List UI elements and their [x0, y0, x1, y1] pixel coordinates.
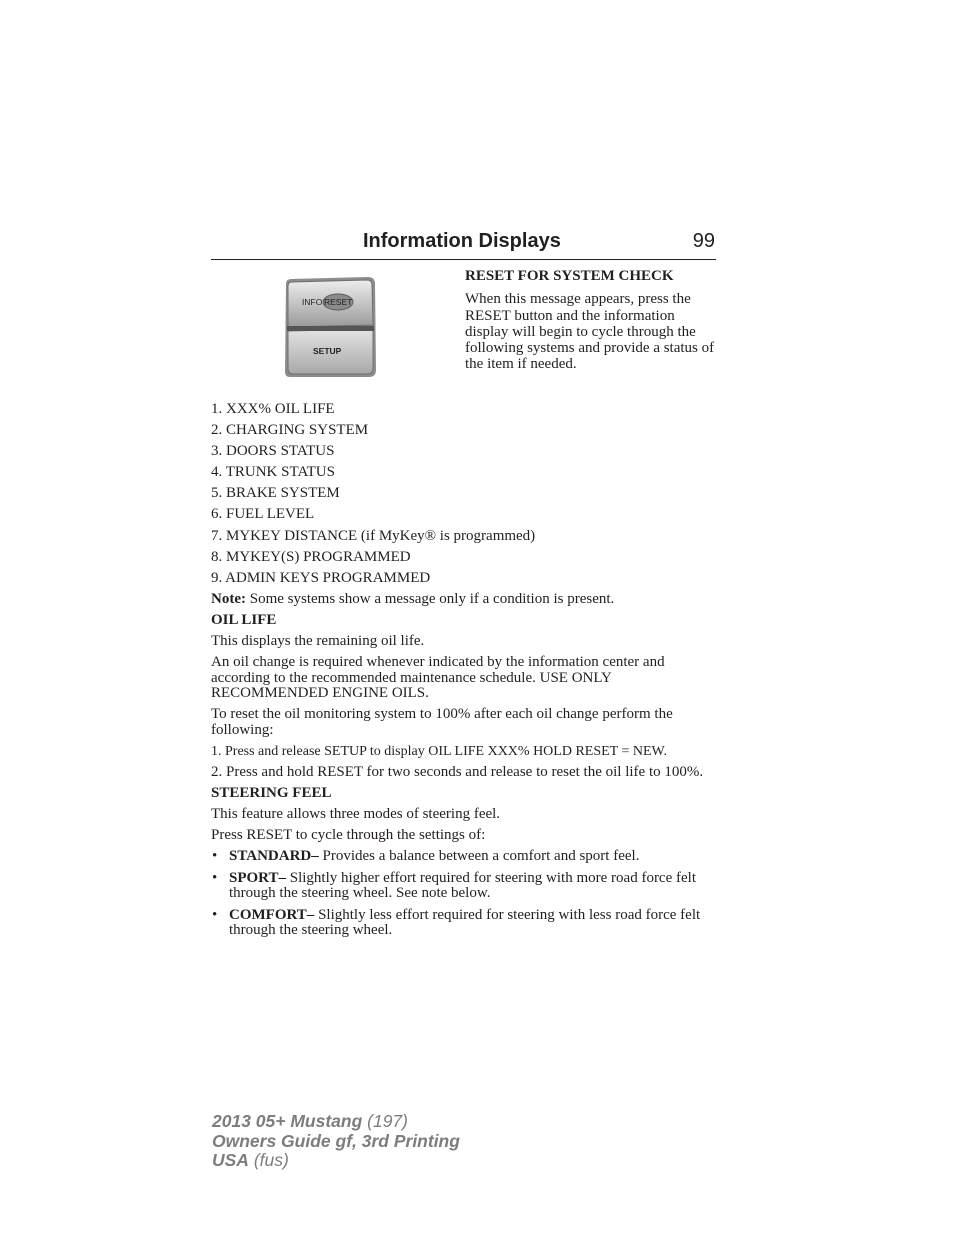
oil-life-p3: To reset the oil monitoring system to 100% after each oil change perform the following:: [211, 706, 673, 738]
list-item: 7. MYKEY DISTANCE (if MyKey® is programmed): [211, 527, 536, 544]
setup-label: SETUP: [313, 346, 342, 356]
footer-model: 2013 05+ Mustang: [212, 1111, 363, 1131]
mode-text: Slightly less effort required for steering with less road force felt through the steering wheel.: [229, 906, 701, 939]
reset-heading: RESET FOR SYSTEM CHECK: [465, 268, 674, 284]
page-number: 99: [692, 230, 715, 252]
list-item: 2. CHARGING SYSTEM: [211, 422, 369, 439]
footer-lang: (fus): [248, 1150, 289, 1170]
steering-p1: This feature allows three modes of steering feel.: [211, 806, 501, 823]
note-label: Note:: [211, 590, 246, 607]
mode-label: STANDARD–: [229, 848, 319, 865]
bullet: •: [212, 848, 218, 865]
footer-line-1: [212, 1112, 460, 1132]
footer-line-2: [212, 1132, 460, 1152]
main-body: [211, 402, 717, 945]
steering-modes-list: [211, 849, 717, 939]
mode-text: Provides a balance between a comfort and sport feel.: [318, 848, 640, 865]
steering-heading: STEERING FEEL: [211, 785, 332, 801]
info-reset-setup-buttons-figure: [282, 276, 377, 379]
list-item: 3. DOORS STATUS: [211, 443, 335, 460]
reset-text: When this message appears, press the RESET button and the information display will begin to cycle through the following systems and provide a status of the item if needed.: [465, 291, 715, 373]
reset-system-check-section: [465, 268, 717, 373]
list-item: 4. TRUNK STATUS: [211, 464, 335, 481]
steering-p2: Press RESET to cycle through the settings of:: [211, 827, 486, 844]
bullet: •: [212, 906, 218, 923]
note: [211, 592, 717, 608]
mode-label: SPORT–: [229, 869, 286, 886]
footer-code: (197): [362, 1111, 408, 1131]
list-item: 6. FUEL LEVEL: [211, 506, 315, 523]
reset-label: RESET: [324, 297, 353, 307]
oil-life-p1: This displays the remaining oil life.: [211, 633, 425, 650]
oil-life-step1: 1. Press and release SETUP to display OIL LIFE XXX% HOLD RESET = NEW.: [211, 743, 667, 759]
systems-list: [211, 402, 717, 586]
mode-label: COMFORT–: [229, 906, 315, 923]
footer-market: USA: [212, 1150, 249, 1170]
list-item: 1. XXX% OIL LIFE: [211, 401, 335, 417]
oil-life-p2: An oil change is required whenever indicated by the information center and according to the recommended maintenance schedule. USE ONLY RECOMMENDED ENGINE OILS.: [211, 654, 665, 702]
note-text: Some systems show a message only if a condition is present.: [245, 590, 615, 607]
oil-life-heading: OIL LIFE: [211, 611, 277, 628]
footer-line-3: [212, 1151, 460, 1171]
bullet: •: [212, 869, 218, 886]
list-item: 8. MYKEY(S) PROGRAMMED: [211, 548, 411, 565]
oil-life-step2: 2. Press and hold RESET for two seconds and release to reset the oil life to 100%.: [211, 763, 704, 780]
list-item: [211, 871, 717, 902]
list-item: 5. BRAKE SYSTEM: [211, 485, 340, 502]
footer-guide: Owners Guide gf, 3rd Printing: [212, 1130, 460, 1151]
list-item: 9. ADMIN KEYS PROGRAMMED: [211, 569, 431, 586]
section-title: Information Displays: [363, 230, 561, 252]
page-header: [211, 229, 716, 260]
list-item: [211, 908, 717, 939]
list-item: [211, 849, 717, 865]
button-panel-illustration: [282, 276, 377, 379]
page-footer: [212, 1112, 460, 1171]
info-label: INFO: [302, 297, 323, 307]
mode-text: Slightly higher effort required for steering with more road force felt through the steering wheel. See note below.: [229, 869, 696, 902]
